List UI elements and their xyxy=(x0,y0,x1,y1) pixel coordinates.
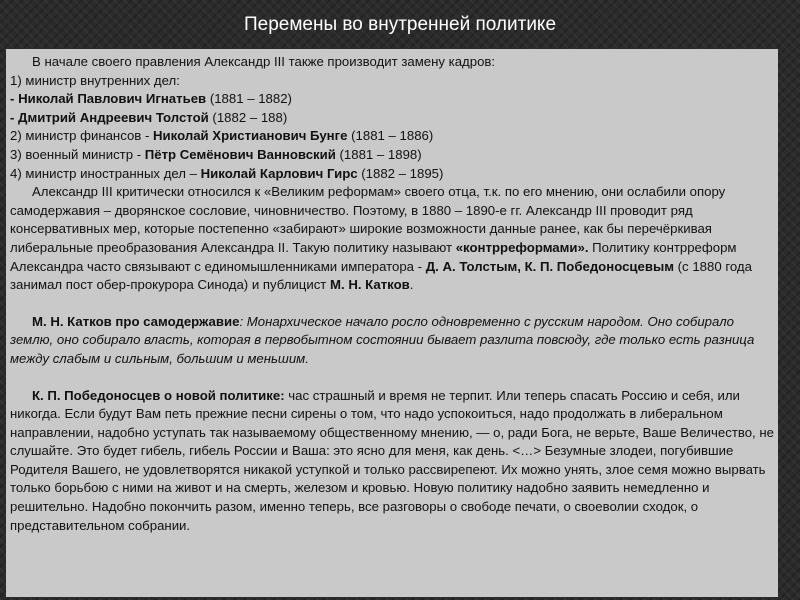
minister-years: (1882 – 188) xyxy=(208,109,288,125)
minister-name: Пётр Семёнович Ванновский xyxy=(144,146,336,162)
minister-years: (1881 – 1898) xyxy=(335,146,422,162)
minister-role: 3) военный министр - xyxy=(10,146,145,162)
minister-name: Николай Павлович Игнатьев xyxy=(18,91,207,107)
kadry-line-2 xyxy=(10,90,774,109)
minister-role: 4) министр иностранных дел – xyxy=(10,165,201,181)
kadry-line-3 xyxy=(10,109,774,128)
kadry-line-2-pre: - xyxy=(10,91,19,107)
katkov-quote-paragraph xyxy=(10,313,774,369)
minister-years: (1881 – 1886) xyxy=(347,128,434,144)
spacer xyxy=(10,369,774,387)
reforms-katkov: М. Н. Катков xyxy=(330,277,410,293)
minister-years: (1881 – 1882) xyxy=(206,91,292,107)
kadry-line-6 xyxy=(10,165,774,184)
spacer xyxy=(10,295,774,313)
kadry-line-5 xyxy=(10,146,774,165)
minister-role: 2) министр финансов - xyxy=(10,128,154,144)
slide-title: Перемены во внутренней политике xyxy=(243,14,557,35)
minister-name: - Дмитрий Андреевич Толстой xyxy=(10,109,209,125)
reforms-text-4: . xyxy=(409,277,414,293)
pobedonostsev-paragraph xyxy=(10,387,774,536)
reforms-paragraph xyxy=(10,183,774,295)
reforms-text-2: Политику контрреформ Александра часто связывают с единомышленниками императора - xyxy=(10,239,737,274)
reforms-names: Д. А. Толстым, К. П. Победоносцевым xyxy=(425,258,674,274)
kadry-intro: В начале своего правления Александр III также производит замену кадров: xyxy=(32,54,496,69)
katkov-quote: : Монархическое начало росло одновременно с русским народом. Оно собирало землю, оно собирало власть, которая в первобытном состоянии бывает разлита повсюду, где только есть разница между слабым и сильным, большим и меньшим. xyxy=(10,313,755,366)
reforms-text-3: (с 1880 года занимал пост обер-прокурора Синода) и публицист xyxy=(10,258,752,293)
kadry-line-1: 1) министр внутренних дел: xyxy=(10,72,180,88)
katkov-heading: М. Н. Катков про самодержавие xyxy=(32,313,240,329)
content-panel xyxy=(6,49,778,597)
reforms-term: «контрреформами». xyxy=(455,239,589,255)
minister-name: Николай Христианович Бунге xyxy=(153,128,348,144)
reforms-text-1: Александр III критически относился к «Великим реформам» своего отца, т.к. по его мнению, они ослабили опору самодержавия – дворянское сословие, чиновничество. Поэтому, в 1880 – 1890-е гг. Александр III проводит ряд консервативных мер, которые постепенно «забирают» широкие возможности данные ранее, как бы перечёркивая либеральные преобразования Александра II. Такую политику называют xyxy=(10,184,726,255)
pobedonostsev-heading: К. П. Победоносцев о новой политике: xyxy=(32,387,285,403)
minister-name: Николай Карлович Гирс xyxy=(200,165,358,181)
kadry-line-4 xyxy=(10,127,774,146)
minister-years: (1882 – 1895) xyxy=(357,165,444,181)
pobedonostsev-text: час страшный и время не терпит. Или теперь спасать Россию и себя, или никогда. Если будут Вам петь прежние песни сирены о том, что надо успокоиться, надо продолжать в либеральном направлении, надобно уступать так называемому общественному мнению, — о, ради Бога, не верьте, Ваше Величество, не слушайте. Это будет гибель, гибель России и Ваша: это ясно для меня, как день. <…> Безумные злодеи, погубившие Родителя Вашего, не удовлетворятся никакой уступкой и только рассвирепеют. Их можно унять, злое семя можно вырвать только борьбою с ними на живот и на смерть, железом и кровью. Новую политику надобно заявить немедленно и решительно. Надобно покончить разом, именно теперь, все разговоры о свободе печати, о своеволии сходок, о представительном собрании. xyxy=(10,387,775,533)
